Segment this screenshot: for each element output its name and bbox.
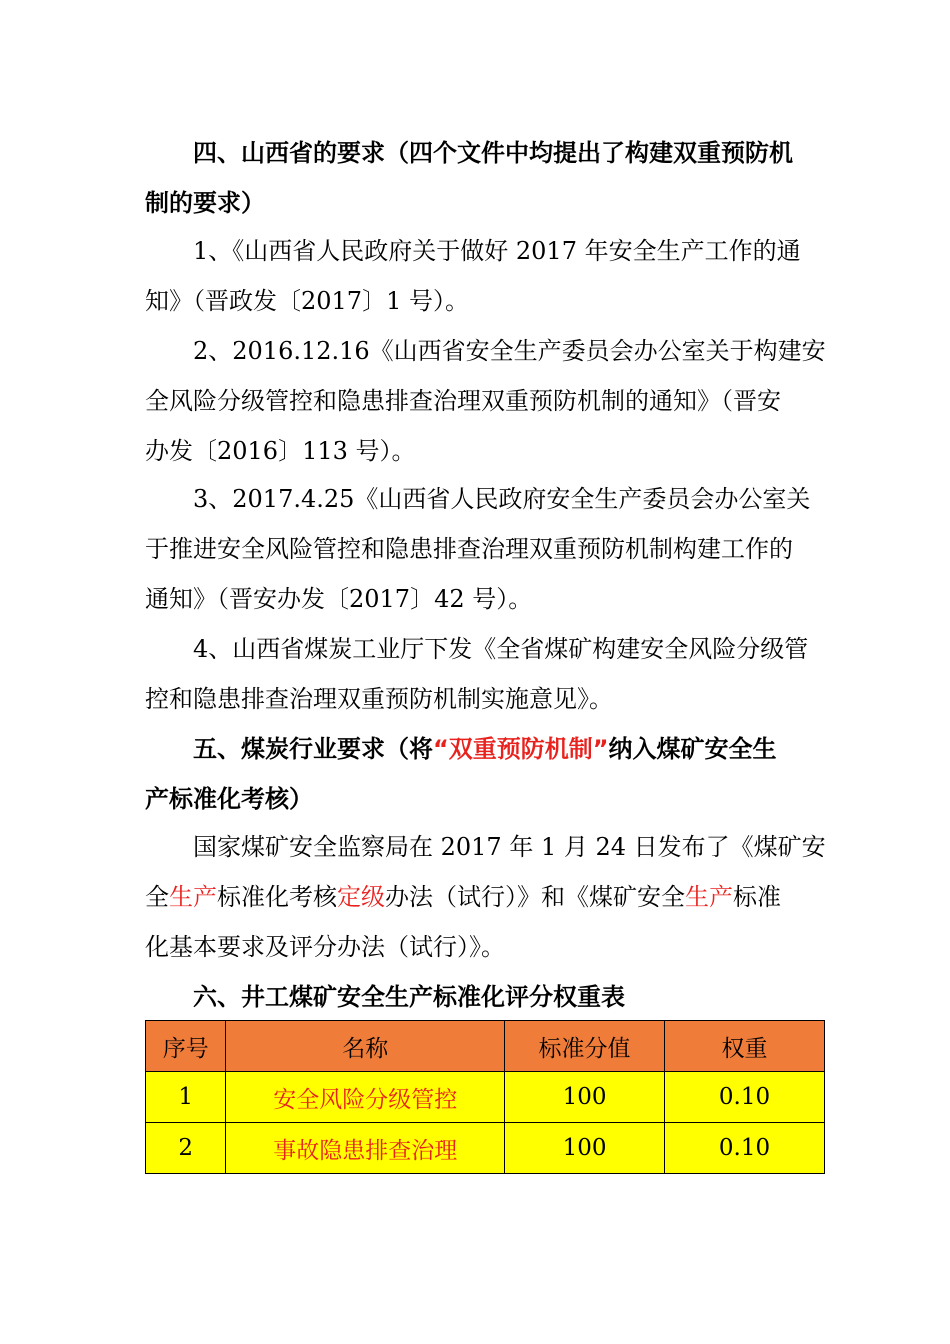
item-2-line-1: 2、2016.12.16《山西省安全生产委员会办公室关于构建安 <box>193 337 826 365</box>
cell-weight: 0.10 <box>665 1072 825 1123</box>
text-run: 办法（试行）》和《煤矿安全 <box>385 883 685 911</box>
section-5-heading-highlight: “双重预防机制” <box>433 735 609 763</box>
cell-index: 2 <box>146 1123 226 1174</box>
section-5-body-line-1: 国家煤矿安全监察局在 2017 年 1 月 24 日发布了《煤矿安 <box>193 833 826 861</box>
list-item <box>145 474 811 624</box>
section-5-heading-post: 纳入煤矿安全生 <box>608 735 777 763</box>
section-5-body-line-2 <box>145 872 805 922</box>
cell-index: 1 <box>146 1072 226 1123</box>
highlight-run: 定级 <box>337 883 385 911</box>
section-5-heading <box>145 724 805 824</box>
section-6-heading-text: 六、井工煤矿安全生产标准化评分权重表 <box>193 983 625 1011</box>
header-weight: 权重 <box>665 1021 825 1072</box>
item-4-line-1: 4、山西省煤炭工业厅下发《全省煤矿构建安全风险分级管 <box>193 635 809 663</box>
cell-name: 事故隐患排查治理 <box>226 1123 505 1174</box>
item-1-line-1: 1、《山西省人民政府关于做好 2017 年安全生产工作的通 <box>193 237 801 265</box>
list-item <box>145 624 809 724</box>
item-2-line-3: 办发〔2016〕113 号）。 <box>145 437 416 465</box>
cell-name: 安全风险分级管控 <box>226 1072 505 1123</box>
section-5-body <box>145 822 826 972</box>
section-4-heading <box>145 128 805 228</box>
cell-weight: 0.10 <box>665 1123 825 1174</box>
item-2-line-2: 全风险分级管控和隐患排查治理双重预防机制的通知》（晋安 <box>145 387 781 415</box>
highlight-run: 生产 <box>685 883 733 911</box>
text-run: 标准化考核 <box>217 883 337 911</box>
list-item <box>145 226 805 326</box>
table-row <box>146 1072 825 1123</box>
table-row <box>146 1123 825 1174</box>
section-5-body-line-3: 化基本要求及评分办法（试行）》。 <box>145 933 505 961</box>
text-run: 标准 <box>733 883 781 911</box>
item-4-line-2: 控和隐患排查治理双重预防机制实施意见》。 <box>145 685 613 713</box>
highlight-run: 生产 <box>169 883 217 911</box>
item-3-line-2: 于推进安全风险管控和隐患排查治理双重预防机制构建工作的 <box>145 535 793 563</box>
section-5-heading-line-2: 产标准化考核） <box>145 785 313 813</box>
header-name: 名称 <box>226 1021 505 1072</box>
item-1-line-2: 知》（晋政发〔2017〕1 号）。 <box>145 287 469 315</box>
section-4-heading-line-1: 四、山西省的要求（四个文件中均提出了构建双重预防机 <box>193 139 793 167</box>
cell-score: 100 <box>505 1123 665 1174</box>
cell-score: 100 <box>505 1072 665 1123</box>
item-3-line-1: 3、2017.4.25《山西省人民政府安全生产委员会办公室关 <box>193 485 811 513</box>
text-run: 全 <box>145 883 169 911</box>
score-weight-table <box>145 1020 825 1174</box>
list-item <box>145 326 826 476</box>
table-header-row <box>146 1021 825 1072</box>
section-6-heading <box>145 972 805 1022</box>
section-5-heading-line-1 <box>145 724 805 774</box>
item-3-line-3: 通知》（晋安办发〔2017〕42 号）。 <box>145 585 533 613</box>
header-score: 标准分值 <box>505 1021 665 1072</box>
section-4-heading-line-2: 制的要求） <box>145 189 265 217</box>
section-5-heading-pre: 五、煤炭行业要求（将 <box>193 735 433 763</box>
header-index: 序号 <box>146 1021 226 1072</box>
